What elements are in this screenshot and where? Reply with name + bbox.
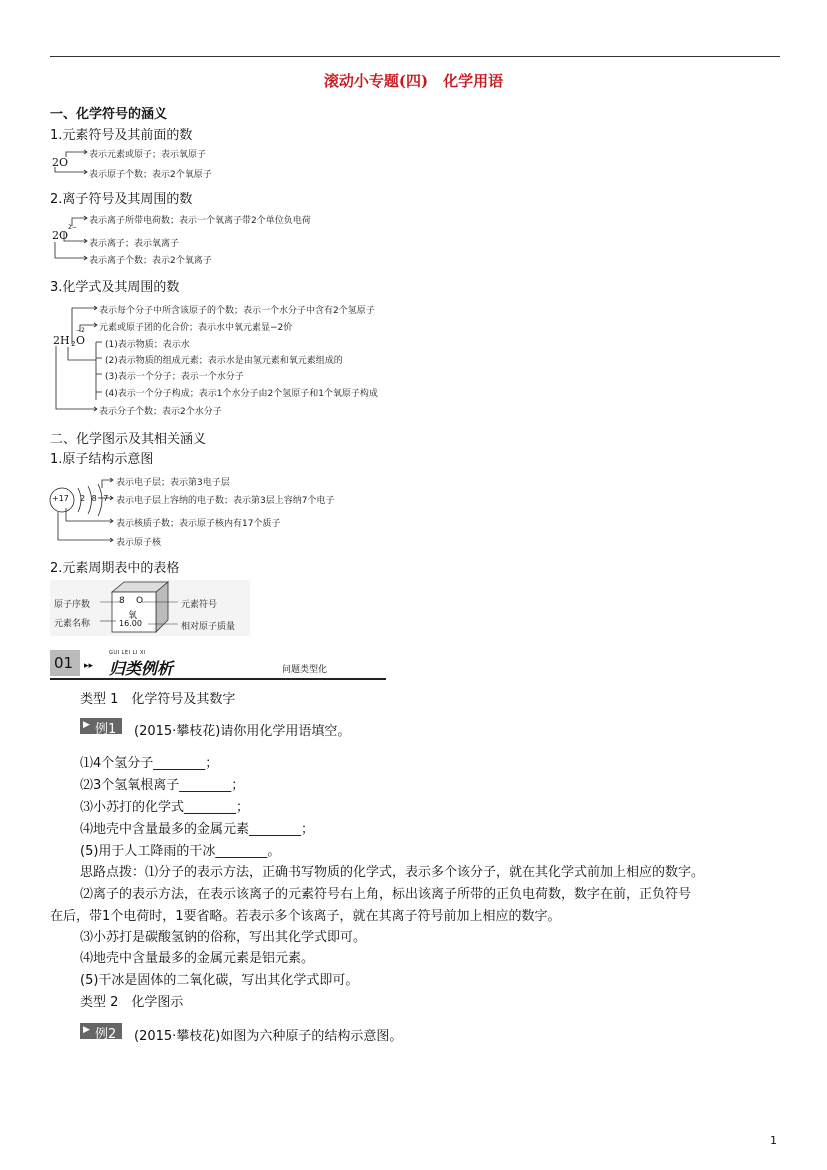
band-rule: [50, 678, 386, 680]
s1-a2: 表示原子个数；表示2个氧原子: [89, 170, 212, 180]
ion-charge: 2−: [68, 224, 77, 231]
sub-2-1-heading: 1.原子结构示意图: [50, 452, 154, 467]
hint-4: ⑷地壳中含量最多的金属元素是铝元素。: [80, 951, 315, 966]
cell-mass: 16.00: [119, 619, 142, 628]
question-5: (5)用于人工降雨的干冰________。: [80, 844, 281, 859]
page-title: 滚动小专题(四) 化学用语: [323, 72, 504, 90]
sub-1-1-heading: 1.元素符号及其前面的数: [50, 128, 193, 143]
atom-a2: 表示电子层上容纳的电子数；表示第3层上容纳7个电子: [116, 496, 335, 506]
formula-2h: 2H: [53, 334, 70, 347]
s3-a5: (3)表示一个分子；表示一个水分子: [105, 372, 244, 382]
section-1-heading: 一、化学符号的涵义: [50, 107, 168, 122]
type-1-label: 类型 1 化学符号及其数字: [80, 692, 236, 707]
cell-label-mass: 相对原子质量: [181, 622, 236, 632]
example-1-text: (2015·攀枝花)请你用化学用语填空。: [134, 724, 351, 739]
hint-3: ⑶小苏打是碳酸氢钠的俗称，写出其化学式即可。: [80, 930, 367, 945]
cell-atomic-number: 8: [119, 596, 125, 606]
s3-a3: (1)表示物质；表示水: [105, 340, 190, 350]
question-1: ⑴4个氢分子________；: [80, 756, 219, 771]
formula-o: O: [76, 334, 86, 347]
question-2: ⑵3个氢氧根离子________；: [80, 778, 245, 793]
cell-label-symbol: 元素符号: [181, 600, 218, 610]
symbol-2o: 2O: [52, 156, 69, 169]
sub-1-3-heading: 3.化学式及其周围的数: [50, 280, 180, 295]
band-pinyin: GUI LEI LI XI: [109, 650, 146, 656]
type-2-label: 类型 2 化学图示: [80, 995, 184, 1010]
hint-1: 思路点拨：⑴分子的表示方法，正确书写物质的化学式，表示多个该分子，就在其化学式前加上相应的数字。: [80, 865, 705, 880]
hint-2b: 在后，带1个电荷时，1要省略。若表示多个该离子，就在其离子符号前加上相应的数字。: [50, 909, 561, 924]
formula-valence: −2: [76, 327, 85, 334]
example-1-tag: ▶ 例1: [80, 718, 122, 734]
band-subtitle: 问题类型化: [282, 665, 328, 675]
s1-a1: 表示元素或原子；表示氧原子: [89, 150, 207, 160]
s3-a2: 元素或原子团的化合价；表示水中氧元素显−2价: [99, 323, 293, 333]
page-number: 1: [770, 1134, 777, 1147]
sub-1-2-heading: 2.离子符号及其周围的数: [50, 192, 193, 207]
cell-label-name: 元素名称: [54, 619, 91, 629]
band-title: 归类例析: [109, 659, 174, 678]
hint-2a: ⑵离子的表示方法，在表示该离子的元素符号右上角，标出该离子所带的正负电荷数，数字在前，正负符号: [80, 887, 692, 902]
section-band: [50, 650, 386, 680]
s3-a1: 表示每个分子中所含该原子的个数；表示一个水分子中含有2个氢原子: [99, 306, 375, 316]
example-2-tag-label: 例2: [95, 1027, 117, 1042]
s3-a4: (2)表示物质的组成元素；表示水是由氢元素和氧元素组成的: [105, 356, 343, 366]
s2-a3: 表示离子个数；表示2个氧离子: [89, 256, 212, 266]
atom-a4: 表示原子核: [116, 538, 162, 548]
section-2-heading: 二、化学图示及其相关涵义: [50, 432, 207, 447]
cell-label-number: 原子序数: [54, 600, 91, 610]
formula-sub: 2: [71, 340, 76, 348]
example-2-tag: ▶ 例2: [80, 1023, 122, 1039]
hint-5: (5)干冰是固体的二氧化碳，写出其化学式即可。: [80, 973, 359, 988]
example-2-text: (2015·攀枝花)如图为六种原子的结构示意图。: [134, 1029, 403, 1044]
band-number: 01: [54, 654, 74, 672]
atom-a3: 表示核质子数；表示原子核内有17个质子: [116, 519, 281, 529]
s3-a7: 表示分子个数；表示2个水分子: [99, 407, 222, 417]
s2-a2: 表示离子；表示氧离子: [89, 239, 180, 249]
band-arrow-icon: ▸▸: [84, 661, 94, 671]
s2-a1: 表示离子所带电荷数；表示一个氧离子带2个单位负电荷: [89, 216, 311, 226]
ion-symbol: 2O: [52, 229, 69, 242]
question-3: ⑶小苏打的化学式________；: [80, 800, 250, 815]
atom-a1: 表示电子层；表示第3电子层: [116, 478, 230, 488]
s3-a6: (4)表示一个分子构成；表示1个水分子由2个氢原子和1个氧原子构成: [105, 389, 378, 399]
question-4: ⑷地壳中含量最多的金属元素________；: [80, 822, 315, 837]
shell-electrons: 2 8 7: [80, 494, 111, 503]
sub-2-2-heading: 2.元素周期表中的表格: [50, 561, 180, 576]
cell-name: 氧: [128, 611, 138, 621]
cell-symbol: O: [136, 596, 144, 606]
example-1-tag-label: 例1: [95, 722, 117, 737]
nucleus-charge: +17: [52, 494, 69, 503]
